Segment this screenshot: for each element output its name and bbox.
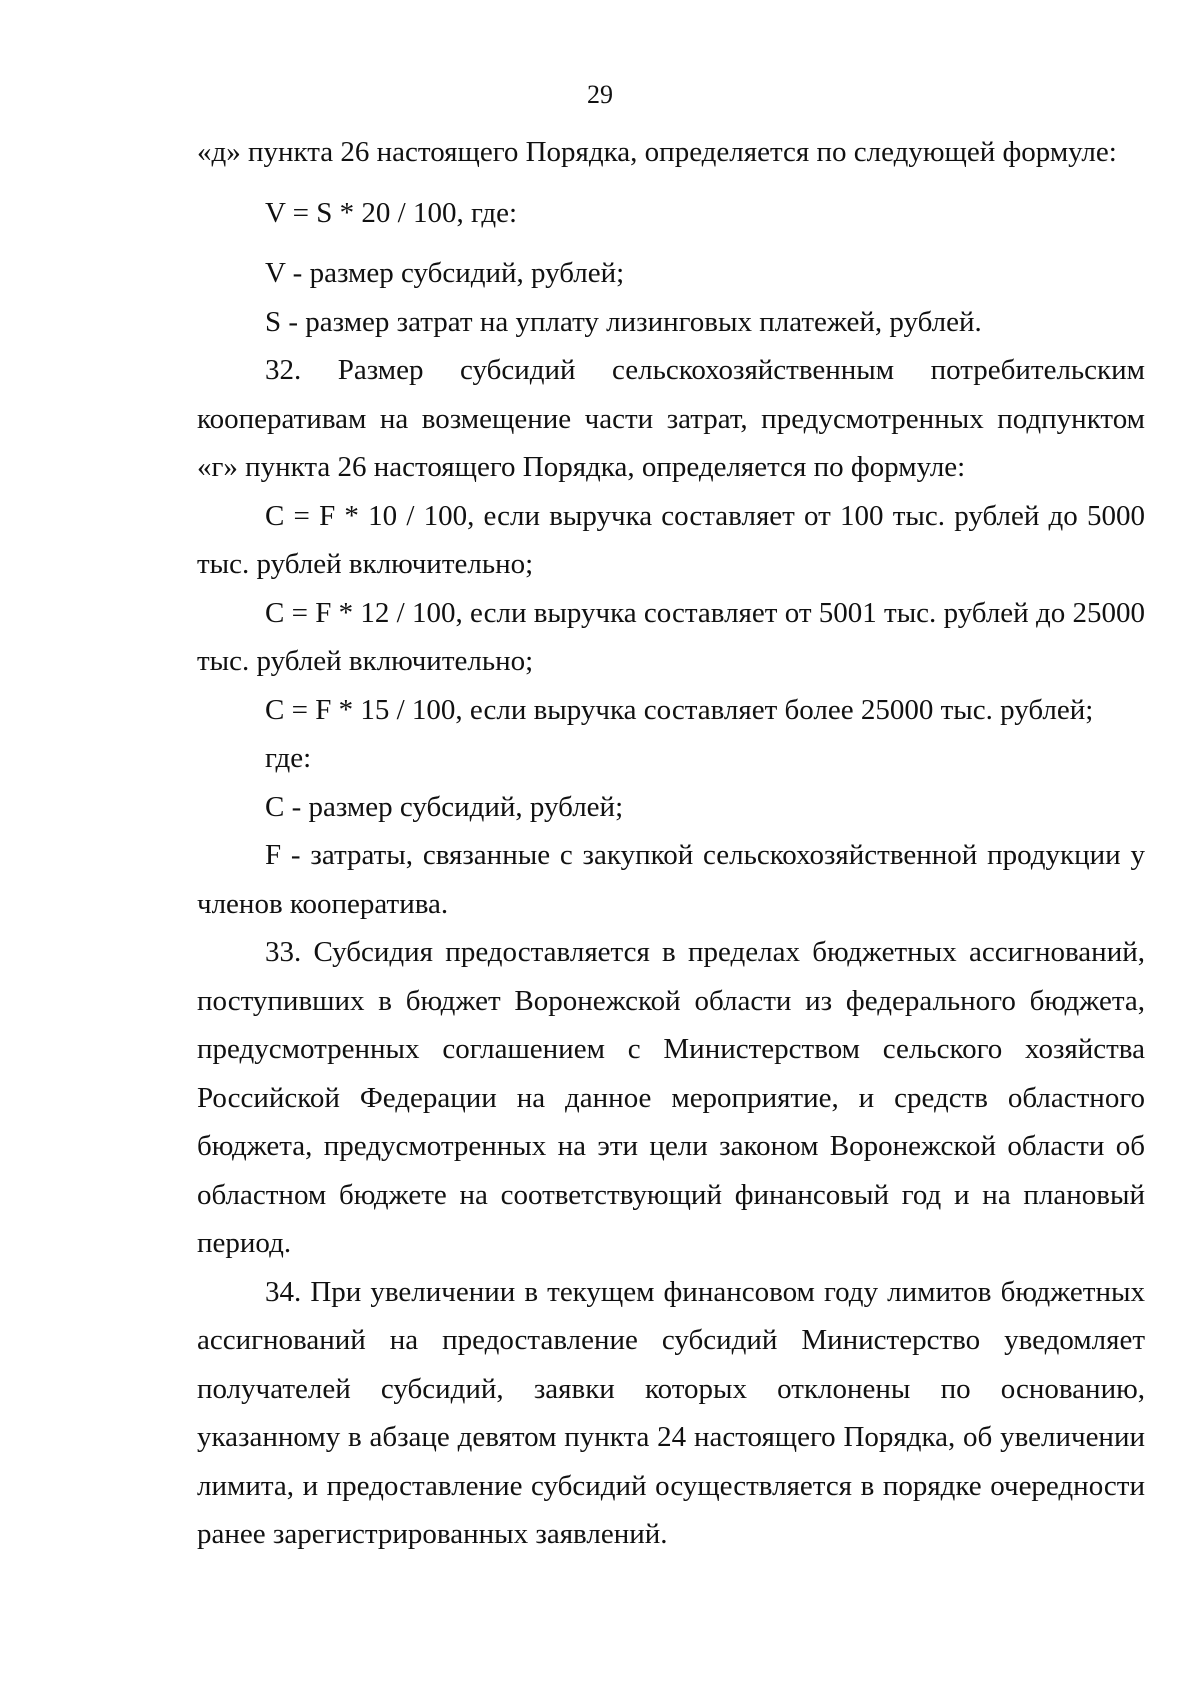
definition-f: F - затраты, связанные с закупкой сельскохозяйственной продукции у членов кооператива. — [197, 839, 1145, 920]
page-number: 29 — [587, 80, 613, 109]
formula-c-10: C = F * 10 / 100, если выручка составляет от 100 тыс. рублей до 5000 тыс. рублей включительно; — [197, 499, 1145, 580]
paragraph-continuation: «д» пункта 26 настоящего Порядка, определяется по следующей формуле: — [197, 136, 1117, 168]
formula-c-12: C = F * 12 / 100, если выручка составляет от 5001 тыс. рублей до 25000 тыс. рублей включительно; — [197, 596, 1145, 677]
where-label: где: — [265, 742, 312, 774]
formula-c-15: C = F * 15 / 100, если выручка составляет более 25000 тыс. рублей; — [265, 693, 1094, 726]
paragraph-34: 34. При увеличении в текущем финансовом году лимитов бюджетных ассигнований на предоставление субсидий Министерство уведомляет получателей субсидий, заявки которых отклонены по основанию, указанному в абзаце девятом пункта 24 настоящего Порядка, об увеличении лимита, и предоставление субсидий осуществляется в порядке очередности ранее зарегистрированных заявлений. — [197, 1275, 1145, 1550]
paragraph-33: 33. Субсидия предоставляется в пределах бюджетных ассигнований, поступивших в бюджет Воронежской области из федерального бюджета, предусмотренных соглашением с Министерством сельского хозяйства Российской Федерации на данное мероприятие, и средств областного бюджета, предусмотренных на эти цели законом Воронежской области об областном бюджете на соответствующий финансовый год и на плановый период. — [197, 936, 1145, 1259]
paragraph-32: 32. Размер субсидий сельскохозяйственным потребительским кооперативам на возмещение части затрат, предусмотренных подпунктом «г» пункта 26 настоящего Порядка, определяется по формуле: — [197, 354, 1145, 483]
definition-v: V - размер субсидий, рублей; — [265, 257, 625, 289]
definition-s: S - размер затрат на уплату лизинговых платежей, рублей. — [265, 305, 982, 338]
document-body — [197, 128, 1145, 1559]
definition-c: C - размер субсидий, рублей; — [265, 790, 624, 823]
formula-v: V = S * 20 / 100, где: — [265, 196, 518, 229]
